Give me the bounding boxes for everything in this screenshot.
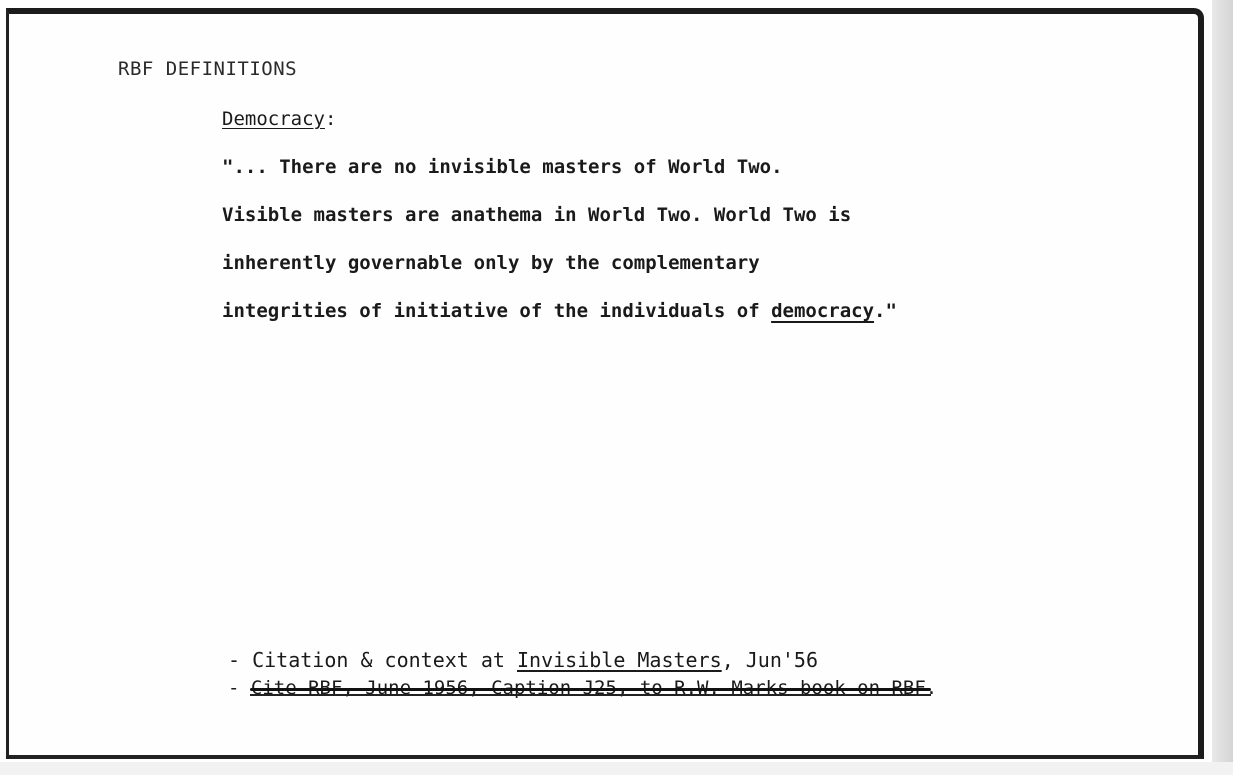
quote-line-1: "... There are no invisible masters of World Two. [222,156,783,178]
citation-prefix: - Citation & context at [228,648,517,672]
next-card-edge [0,762,1233,775]
quote-line-2: Visible masters are anathema in World Two. World Two is [222,204,852,226]
citation-suffix: , Jun'56 [721,648,819,672]
citation-source-title: Invisible Masters [516,648,722,672]
strikethrough-mark [250,688,931,691]
struck-note-dash: - [228,677,251,699]
quote-line-4 [222,300,897,322]
struck-note-end: . [925,677,938,699]
quote-line-3: inherently governable only by the complementary [222,252,760,274]
citation-line [228,648,818,672]
struck-note-text: Cite RBF, June 1956, Caption J25, to R.W. Marks book on RBF [250,677,926,699]
term-heading [222,108,336,130]
page-edge-shadow [1212,0,1233,775]
term-colon: : [324,108,337,130]
card-header: RBF DEFINITIONS [118,58,298,80]
struck-note-body [228,677,937,699]
quote-line-4-text: integrities of initiative of the individuals of [222,300,772,322]
term-name: Democracy [222,108,325,130]
definition-card [6,8,1204,759]
struck-out-note [228,677,937,699]
strikethrough-mark-lower [250,694,931,696]
quote-closing: ." [874,300,897,322]
quote-underlined-word: democracy [771,300,875,322]
